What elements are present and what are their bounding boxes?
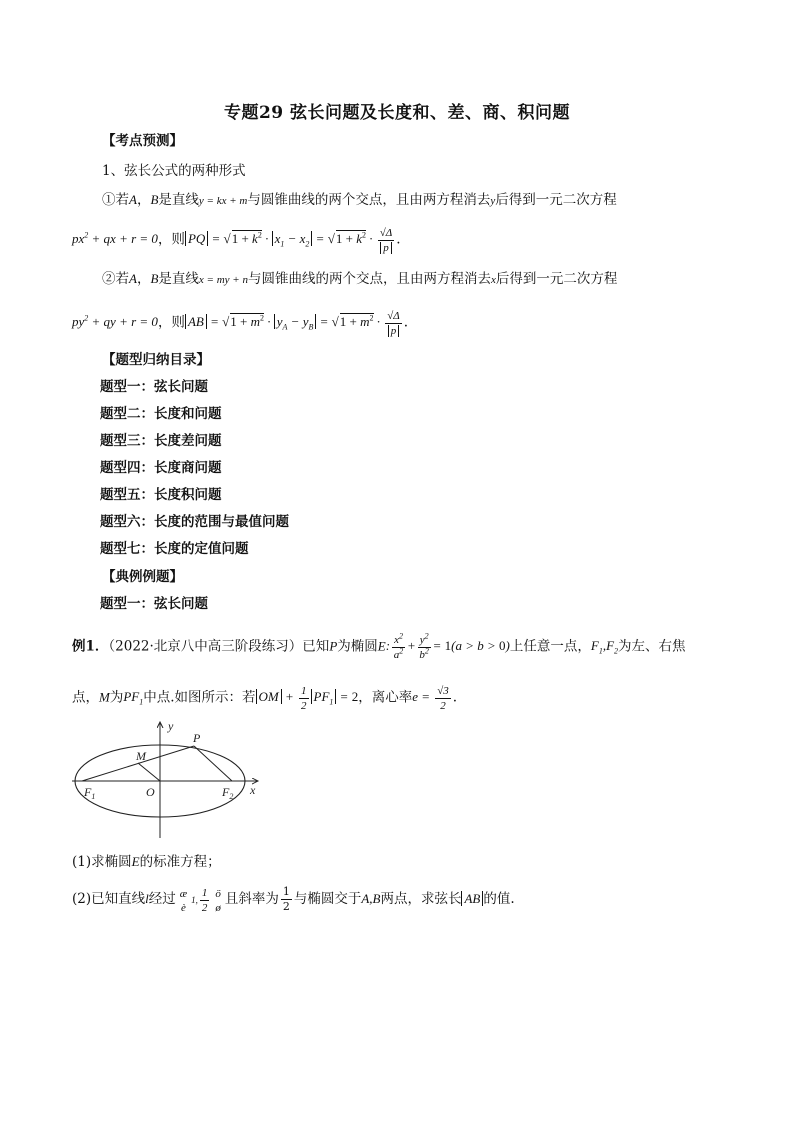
catalog-heading: 【题型归纳目录】 <box>102 352 210 368</box>
item-1-text: 1、弦长公式的两种形式 <box>102 163 246 179</box>
case1-sep: ， <box>136 192 151 208</box>
case2-line-eq: x = my + n <box>198 274 248 286</box>
case2-B: B <box>150 271 159 286</box>
example1-cond: OM + $\frac{1}{2}$ $PF_1 = 2$ <box>256 689 359 704</box>
case1-formula: PQ = $√1 + k^2 \cdot x_1 - x_2 = √1 + k^2$ · $\frac{√\Delta}{p}$ <box>185 231 396 246</box>
case2-end: . <box>403 314 409 331</box>
case2-eq: $py^2$ + qy + r = 0 <box>72 314 158 330</box>
catalog-item-1: 题型一：弦长问题 <box>100 379 208 395</box>
case1-end: . <box>396 231 401 248</box>
case2-line1 <box>102 269 617 290</box>
example1-line1 <box>72 633 686 662</box>
segment-OM <box>138 763 160 781</box>
ellipse-diagram <box>72 718 272 843</box>
case1-A: A <box>129 192 137 207</box>
case1-text: 与圆锥曲线的两个交点，且由两方程消去 <box>247 192 491 208</box>
segment-PF2 <box>194 746 232 781</box>
example1-t7: . <box>452 689 458 706</box>
question2-slope: $\frac{1}{2}$ <box>282 885 290 913</box>
example1-PF1: $PF_1$ <box>123 689 144 708</box>
question2-point: æ è 1, $\frac{1}{2}$ ö ø <box>179 887 221 915</box>
forecast-heading: 【考点预测】 <box>102 133 183 149</box>
example1-M: M <box>99 689 110 705</box>
example1-ellipse-eq: : $\frac{x^2}{a^2}$ + $\frac{y^2}{b^2}$ = 1(a > b > 0) <box>385 631 510 661</box>
example1-line2 <box>72 684 457 713</box>
question-2: (2)已知直线l经过 æ è 1, $\frac{1}{2}$ ö ø 且斜率为 $\frac{1}{2}$ 与椭圆交于A,B两点，求弦长 AB 的值. <box>72 885 515 915</box>
case1-line1 <box>102 190 617 211</box>
example1-P: P <box>329 638 338 654</box>
label-x: x <box>250 783 256 797</box>
label-O: O <box>146 785 155 799</box>
case2-A: A <box>129 271 137 286</box>
case2-line2 <box>72 309 408 338</box>
question-1: (1)求椭圆E的标准方程； <box>72 854 221 870</box>
label-F2: $F_2$ <box>222 785 234 801</box>
example1-t4: 为 <box>109 689 124 706</box>
example1-t5: 中点.如图所示：若 <box>143 689 256 706</box>
case2-text2: 后得到一元二次方程 <box>495 271 618 287</box>
example1-source: （2022·北京八中高三阶段练习）已知 <box>108 638 330 655</box>
case1-then: ，则 <box>157 231 185 248</box>
catalog-item-3: 题型三：长度差问题 <box>100 433 222 449</box>
label-P: P <box>193 731 201 745</box>
catalog-item-2: 题型二：长度和问题 <box>100 406 222 422</box>
example1-ecc: e = $\frac{√3}{2}$ <box>412 685 449 712</box>
case1-prefix: ①若 <box>102 192 129 208</box>
case2-formula: AB = $√1 + m^2 \cdot y_A - y_B = √1 + m^2$ · $\frac{√\Delta}{p}$ <box>185 314 404 329</box>
case2-prefix: ②若 <box>102 271 129 287</box>
case2-var: x <box>490 274 496 286</box>
catalog-item-6: 题型六：长度的范围与最值问题 <box>100 514 289 530</box>
case2-text: 与圆锥曲线的两个交点，且由两方程消去 <box>247 271 491 287</box>
example1-label: 例1． <box>72 638 109 655</box>
type1-heading: 题型一：弦长问题 <box>100 596 208 612</box>
example1-E: E <box>377 638 386 654</box>
case1-line2 <box>72 226 401 255</box>
case1-var: y <box>490 195 496 207</box>
case1-mid: 是直线 <box>158 192 199 208</box>
catalog-item-7: 题型七：长度的定值问题 <box>100 541 249 557</box>
case2-sep: ， <box>136 271 151 287</box>
case1-text2: 后得到一元二次方程 <box>495 192 617 208</box>
case2-then: ，则 <box>157 314 185 331</box>
label-y: y <box>168 719 174 733</box>
example1-line2a: 点， <box>72 689 99 706</box>
case1-eq: $px^2$ + qx + r = 0 <box>72 231 158 247</box>
catalog-item-4: 题型四：长度商问题 <box>100 460 222 476</box>
example1-t1: 为椭圆 <box>337 638 378 655</box>
case1-line-eq: y = kx + m <box>198 195 248 207</box>
example1-t2: 上任意一点， <box>509 638 591 655</box>
question2-abs: AB <box>461 891 483 906</box>
catalog-item-5: 题型五：长度积问题 <box>100 487 222 503</box>
case1-B: B <box>150 192 159 207</box>
label-F1: $F_1$ <box>84 785 96 801</box>
example1-t6: ，离心率 <box>358 689 413 706</box>
example1-foci: $F_1,F_2$ <box>590 638 619 657</box>
examples-heading: 【典例例题】 <box>102 569 183 585</box>
example1-t3: 为左、右焦 <box>618 638 686 655</box>
ellipse-figure <box>72 718 272 847</box>
page-title: 专题29 弦长问题及长度和、差、商、积问题 <box>223 103 571 123</box>
case2-mid: 是直线 <box>158 271 199 287</box>
label-M: M <box>136 749 146 763</box>
